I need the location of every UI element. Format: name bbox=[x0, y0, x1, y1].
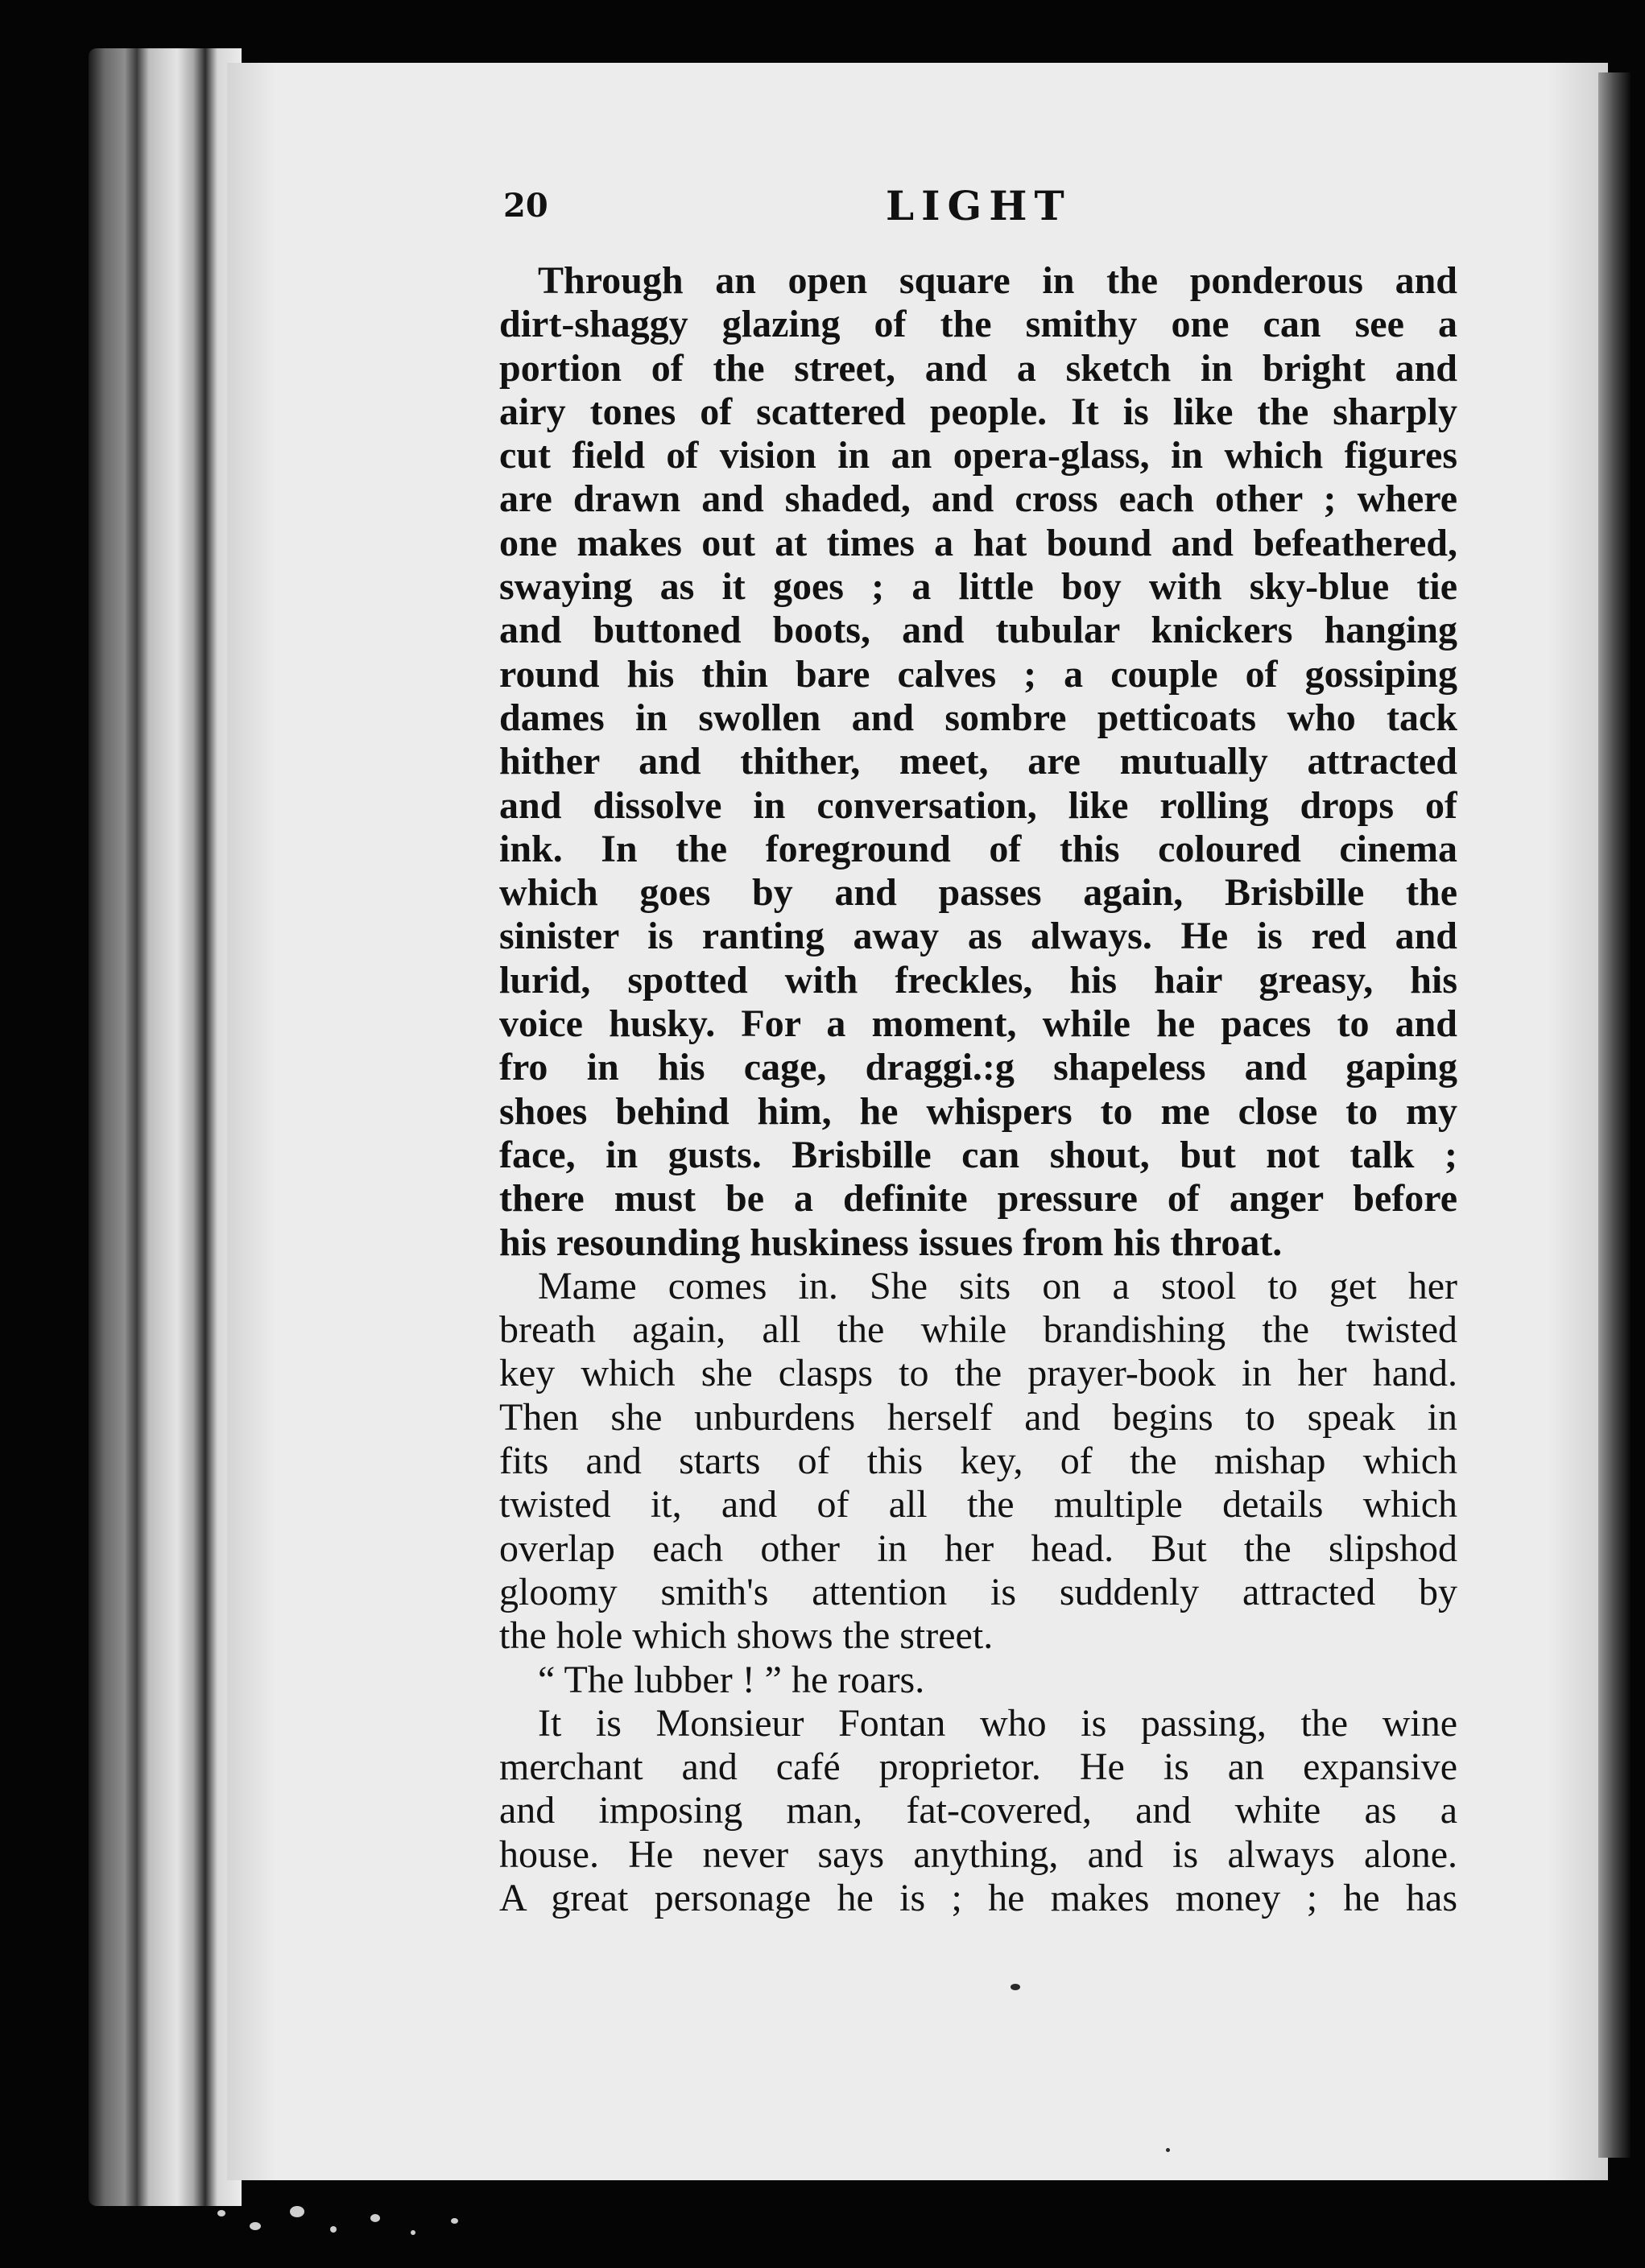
text-line: Through an open square in the ponderous and bbox=[538, 259, 1457, 302]
book-binding bbox=[89, 48, 242, 2206]
text-line: merchant and café proprietor. He is an expansive bbox=[499, 1745, 1457, 1789]
text-line: dames in swollen and sombre petticoats who tack bbox=[499, 696, 1457, 739]
text-line: swaying as it goes ; a little boy with sky-blue tie bbox=[499, 565, 1457, 609]
scan-speck bbox=[1011, 1984, 1020, 1990]
text-line: voice husky. For a moment, while he paces to and bbox=[499, 1002, 1457, 1046]
text-line: dirt-shaggy glazing of the smithy one can see a bbox=[499, 303, 1457, 346]
text-line: sinister is ranting away as always. He is red and bbox=[499, 915, 1457, 958]
text-line: “ The lubber ! ” he roars. bbox=[538, 1658, 925, 1701]
text-line: Then she unburdens herself and begins to speak in bbox=[499, 1395, 1457, 1439]
text-line: lurid, spotted with freckles, his hair greasy, his bbox=[499, 958, 1457, 1002]
text-line: cut field of vision in an opera-glass, in which figures bbox=[499, 434, 1457, 477]
page-number: 20 bbox=[503, 187, 548, 225]
text-line: hither and thither, meet, are mutually attracted bbox=[499, 740, 1457, 783]
text-line: portion of the street, and a sketch in bright and bbox=[499, 346, 1457, 390]
text-line: breath again, all the while brandishing the twisted bbox=[499, 1308, 1457, 1352]
text-line: shoes behind him, he whispers to me close to my bbox=[499, 1089, 1457, 1133]
text-line: house. He never says anything, and is always alone. bbox=[499, 1832, 1457, 1876]
text-line: there must be a definite pressure of anger before bbox=[499, 1177, 1457, 1221]
text-line: key which she clasps to the prayer-book in her hand. bbox=[499, 1352, 1457, 1395]
text-line: ink. In the foreground of this coloured cinema bbox=[499, 827, 1457, 870]
body-text bbox=[499, 259, 1457, 1920]
text-line: fro in his cage, draggi.:g shapeless and gaping bbox=[499, 1046, 1457, 1089]
text-line: his resounding huskiness issues from his throat. bbox=[499, 1221, 1283, 1264]
running-head bbox=[503, 182, 1453, 243]
text-line: which goes by and passes again, Brisbille the bbox=[499, 871, 1457, 915]
text-line: and dissolve in conversation, like rolling drops of bbox=[499, 783, 1457, 827]
text-line: Mame comes in. She sits on a stool to get her bbox=[538, 1264, 1457, 1308]
text-line: round his thin bare calves ; a couple of gossiping bbox=[499, 652, 1457, 696]
text-line: and buttoned boots, and tubular knickers hanging bbox=[499, 609, 1457, 652]
running-title: LIGHT bbox=[886, 182, 1072, 229]
text-line: one makes out at times a hat bound and befeathered, bbox=[499, 521, 1457, 564]
text-line: and imposing man, fat-covered, and white as a bbox=[499, 1789, 1457, 1832]
scan-noise bbox=[201, 2194, 507, 2250]
text-line: airy tones of scattered people. It is like the sharply bbox=[499, 390, 1457, 433]
text-line: gloomy smith's attention is suddenly attracted by bbox=[499, 1570, 1457, 1613]
text-line: the hole which shows the street. bbox=[499, 1614, 994, 1658]
scan-speck bbox=[1166, 2148, 1170, 2152]
text-line: A great personage he is ; he makes money ; he has bbox=[499, 1876, 1457, 1919]
text-line: are drawn and shaded, and cross each other ; where bbox=[499, 477, 1457, 521]
page-edge-shadow bbox=[1598, 72, 1631, 2158]
text-line: fits and starts of this key, of the mishap which bbox=[499, 1440, 1457, 1483]
text-line: It is Monsieur Fontan who is passing, the wine bbox=[538, 1701, 1457, 1745]
text-line: overlap each other in her head. But the slipshod bbox=[499, 1526, 1457, 1570]
text-line: twisted it, and of all the multiple details which bbox=[499, 1483, 1457, 1526]
text-line: face, in gusts. Brisbille can shout, but not talk ; bbox=[499, 1133, 1457, 1176]
